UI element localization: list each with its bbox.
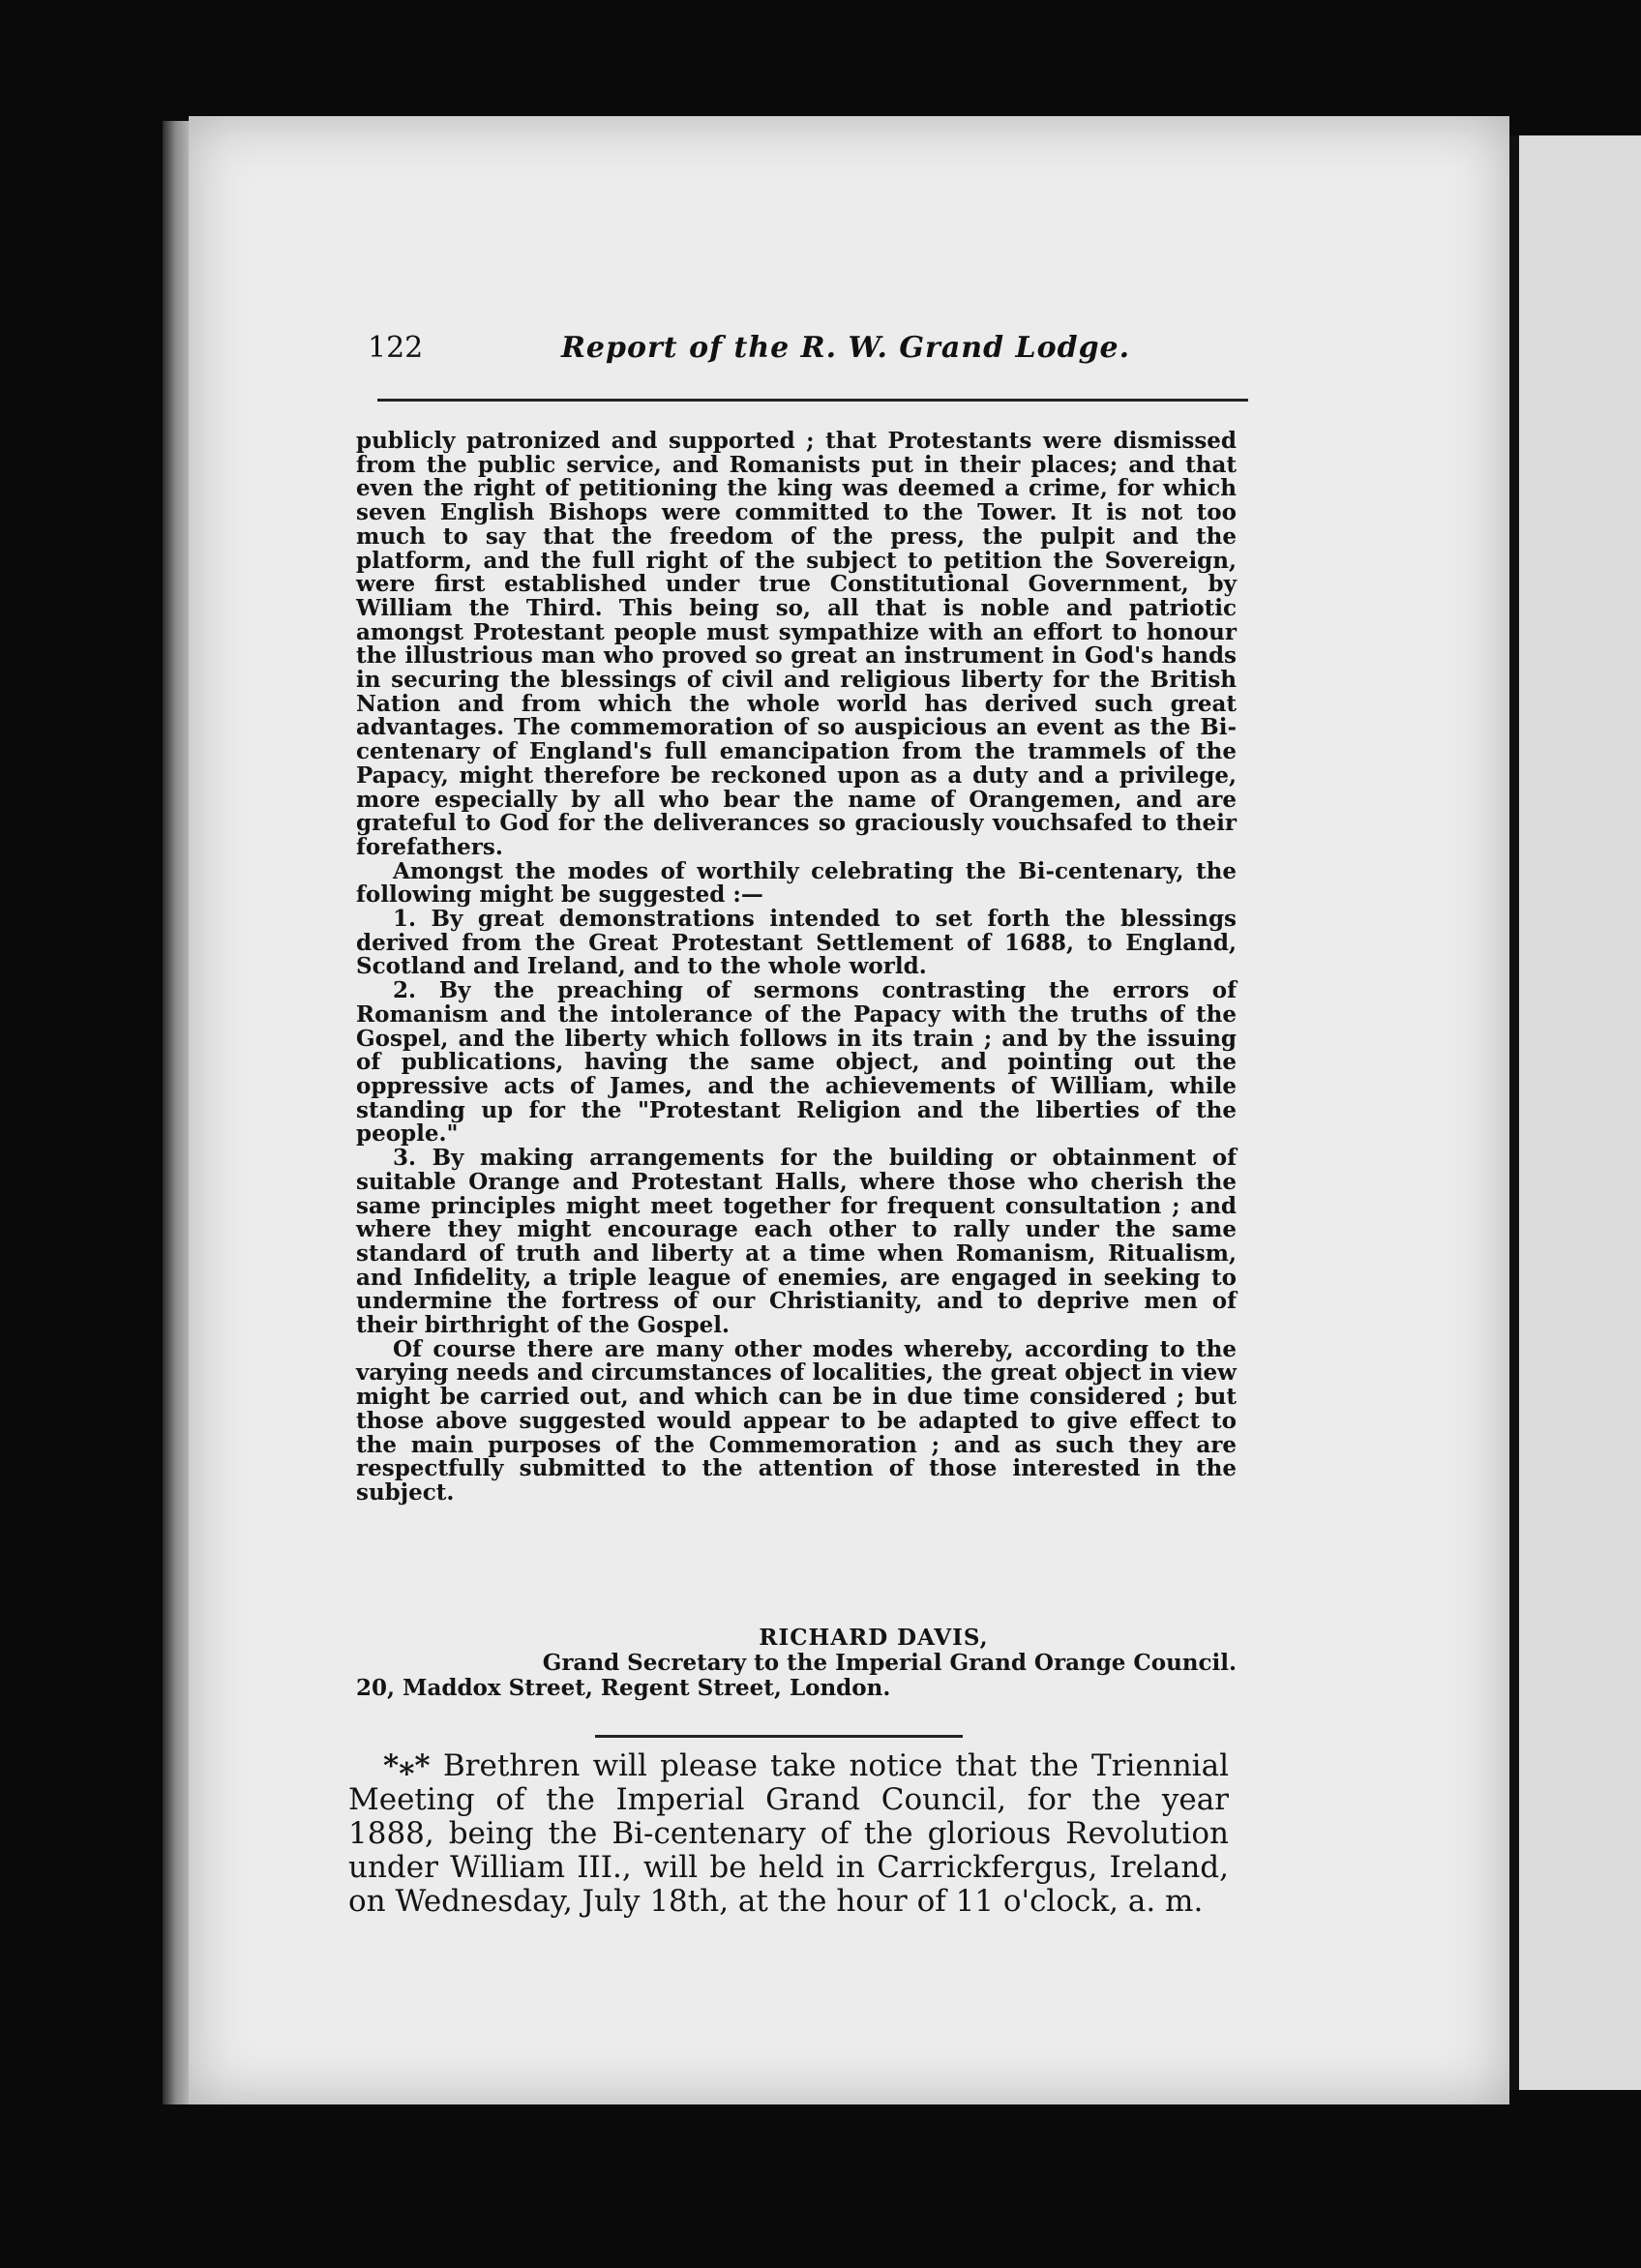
paragraph-1: publicly patronized and supported ; that Protestants were dismissed from the public service, and Romanists put in their places; and that even the right of petitioning the king was deemed a crime, for which seven English Bishops were committed to the Tower. It is not too much to say that the freedom of the press, the pulpit and the platform, and the full right of the subject to petition the Sovereign, were first established under true Constitutional Government, by William the Third. This being so, all that is noble and patriotic amongst Protestant people must sympathize with an effort to honour the illustrious man who proved so great an instrument in God's hands in securing the blessings of civil and religious liberty for the British Nation and from which the whole world has derived such great advantages. The commemoration of so auspicious an event as the Bi-centenary of England's full emancipation from the trammels of the Papacy, might therefore be reckoned upon as a duty and a privilege, more especially by all who bear the name of Orangemen, and are grateful to God for the deliverances so graciously vouchsafed to their forefathers.: [356, 428, 1237, 860]
page-header: [368, 331, 1248, 379]
paragraph-5: 3. By making arrangements for the building or obtainment of suitable Orange and Protestant Halls, where those who cherish the same principles might meet together for frequent consultation ; and where they might encourage each other to rally under the same standard of truth and liberty at a time when Romanism, Ritualism, and Infidelity, a triple league of enemies, are engaged in seeking to undermine the fortress of our Christianity, and to deprive men of their birthright of the Gospel.: [356, 1145, 1237, 1339]
paragraph-3: 1. By great demonstrations intended to set forth the blessings derived from the Great Protestant Settlement of 1688, to England, Scotland and Ireland, and to the whole world.: [356, 906, 1237, 980]
running-title: Report of the R. W. Grand Lodge.: [561, 331, 1131, 365]
facing-page-edge: [1509, 135, 1641, 2090]
header-rule: [377, 399, 1248, 402]
signatory-title: Grand Secretary to the Imperial Grand Orange Council.: [542, 1650, 1237, 1676]
body-text: [356, 430, 1237, 1506]
paragraph-2: Amongst the modes of worthily celebrating the Bi-centenary, the following might be suggested :—: [356, 857, 1237, 909]
page-number: 122: [368, 331, 424, 365]
notice-paragraph: [348, 1749, 1229, 1919]
notice-text: Brethren will please take notice that the Triennial Meeting of the Imperial Grand Council, for the year 1888, being the Bi-centenary of the glorious Revolution under William III., will be held in Carrickfergus, Ireland, on Wednesday, July 18th, at the hour of 11 o'clock, a. m.: [348, 1748, 1229, 1919]
paragraph-6: Of course there are many other modes whereby, according to the varying needs and circumstances of localities, the great object in view might be carried out, and which can be in due time considered ; but those above suggested would appear to be adapted to give effect to the main purposes of the Commemoration ; and as such they are respectfully submitted to the attention of those interested in the subject.: [356, 1335, 1237, 1506]
signatory-address: 20, Maddox Street, Regent Street, London.: [356, 1675, 891, 1701]
asterism: *⁎*: [383, 1748, 431, 1783]
section-rule: [595, 1735, 963, 1738]
signature-block: [356, 1626, 1237, 1701]
paragraph-4: 2. By the preaching of sermons contrasting the errors of Romanism and the intolerance of the Papacy with the truths of the Gospel, and the liberty which follows in its train ; and by the issuing of publications, having the same object, and pointing out the oppressive acts of James, and the achievements of William, while standing up for the "Protestant Religion and the liberties of the people.": [356, 977, 1237, 1148]
signatory-name: RICHARD DAVIS,: [759, 1625, 989, 1651]
